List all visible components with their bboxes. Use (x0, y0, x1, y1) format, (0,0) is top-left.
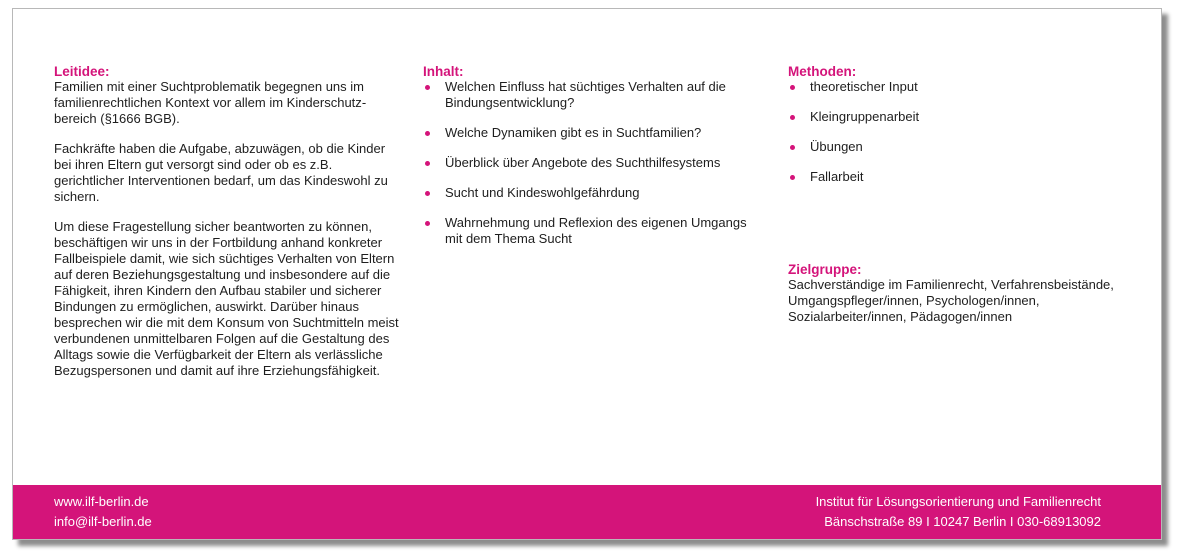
list-item-text: Welche Dynamiken gibt es in Suchtfamilien? (445, 125, 702, 140)
methoden-list (788, 79, 1143, 185)
list-item-text: Welchen Einfluss hat süchtiges Verhalten auf die Bindungsentwicklung? (445, 79, 726, 110)
website-link[interactable]: www.ilf-berlin.de (54, 494, 149, 509)
bullet-dot-icon (790, 145, 795, 150)
zielgruppe-text: Sachverständige im Familienrecht, Verfahrensbeistände, Umgangspfleger/innen, Psychologen/innen, Sozialarbeiter/innen, Pädagogen/innen (788, 277, 1114, 324)
list-item (423, 215, 763, 247)
methoden-heading: Methoden: (788, 64, 857, 79)
inhalt-heading: Inhalt: (423, 64, 464, 79)
list-item-text: Überblick über Angebote des Suchthilfesystems (445, 155, 721, 170)
email-link[interactable]: info@ilf-berlin.de (54, 514, 152, 529)
inhalt-section (423, 65, 763, 261)
bullet-dot-icon (790, 175, 795, 180)
list-item (788, 79, 1143, 95)
methoden-section (788, 65, 1143, 199)
leitidee-section (54, 65, 404, 393)
list-item (423, 79, 763, 111)
bullet-dot-icon (425, 131, 430, 136)
zielgruppe-section (788, 263, 1148, 339)
footer-bar (13, 485, 1161, 539)
bullet-dot-icon (425, 85, 430, 90)
institute-address: Bänschstraße 89 I 10247 Berlin I 030-68913092 (824, 514, 1101, 529)
list-item-text: Übungen (810, 139, 863, 154)
zielgruppe-heading: Zielgruppe: (788, 262, 862, 277)
bullet-dot-icon (425, 161, 430, 166)
flyer-page (12, 8, 1162, 540)
bullet-dot-icon (790, 85, 795, 90)
list-item (423, 185, 763, 201)
list-item-text: Sucht und Kindeswohlgefährdung (445, 185, 640, 200)
list-item (788, 169, 1143, 185)
institute-name: Institut für Lösungsorientierung und Familienrecht (815, 494, 1101, 509)
list-item (788, 109, 1143, 125)
bullet-dot-icon (425, 221, 430, 226)
leitidee-paragraph: Familien mit einer Suchtproblematik begegnen uns im familienrechtlichen Kontext vor allem im Kinderschutzbereich (§1666 BGB). (54, 79, 367, 126)
inhalt-list (423, 79, 763, 247)
leitidee-paragraph: Um diese Fragestellung sicher beantworten zu können, beschäftigen wir uns in der Fortbildung anhand konkreter Fallbeispiele damit, wie sich süchtiges Verhalten von Eltern auf deren Beziehungsgestaltung und insbesondere auf die Fähigkeit, ihren Kindern den Aufbau stabiler und sicherer Bindungen zu ermöglichen, auswirkt. Darüber hinaus besprechen wir die mit dem Konsum von Suchtmitteln meist verbundenen unmittelbaren Folgen auf die Gestaltung des Alltags sowie die Verfügbarkeit der Eltern als verlässliche Bezugspersonen und damit auf ihre Erziehungsfähigkeit. (54, 219, 399, 378)
footer-contact (54, 492, 152, 532)
list-item-text: Wahrnehmung und Reflexion des eigenen Umgangs mit dem Thema Sucht (445, 215, 747, 246)
bullet-dot-icon (790, 115, 795, 120)
list-item-text: Kleingruppenarbeit (810, 109, 920, 124)
list-item (423, 125, 763, 141)
leitidee-heading: Leitidee: (54, 64, 110, 79)
list-item-text: Fallarbeit (810, 169, 864, 184)
bullet-dot-icon (425, 191, 430, 196)
leitidee-paragraph: Fachkräfte haben die Aufgabe, abzuwägen, ob die Kinder bei ihren Eltern gut versorgt sind oder ob es z.B. gerichtlicher Interventionen bedarf, um das Kindeswohl zu sichern. (54, 141, 388, 204)
list-item (423, 155, 763, 171)
list-item (788, 139, 1143, 155)
footer-institute (816, 492, 1101, 532)
list-item-text: theoretischer Input (810, 79, 918, 94)
